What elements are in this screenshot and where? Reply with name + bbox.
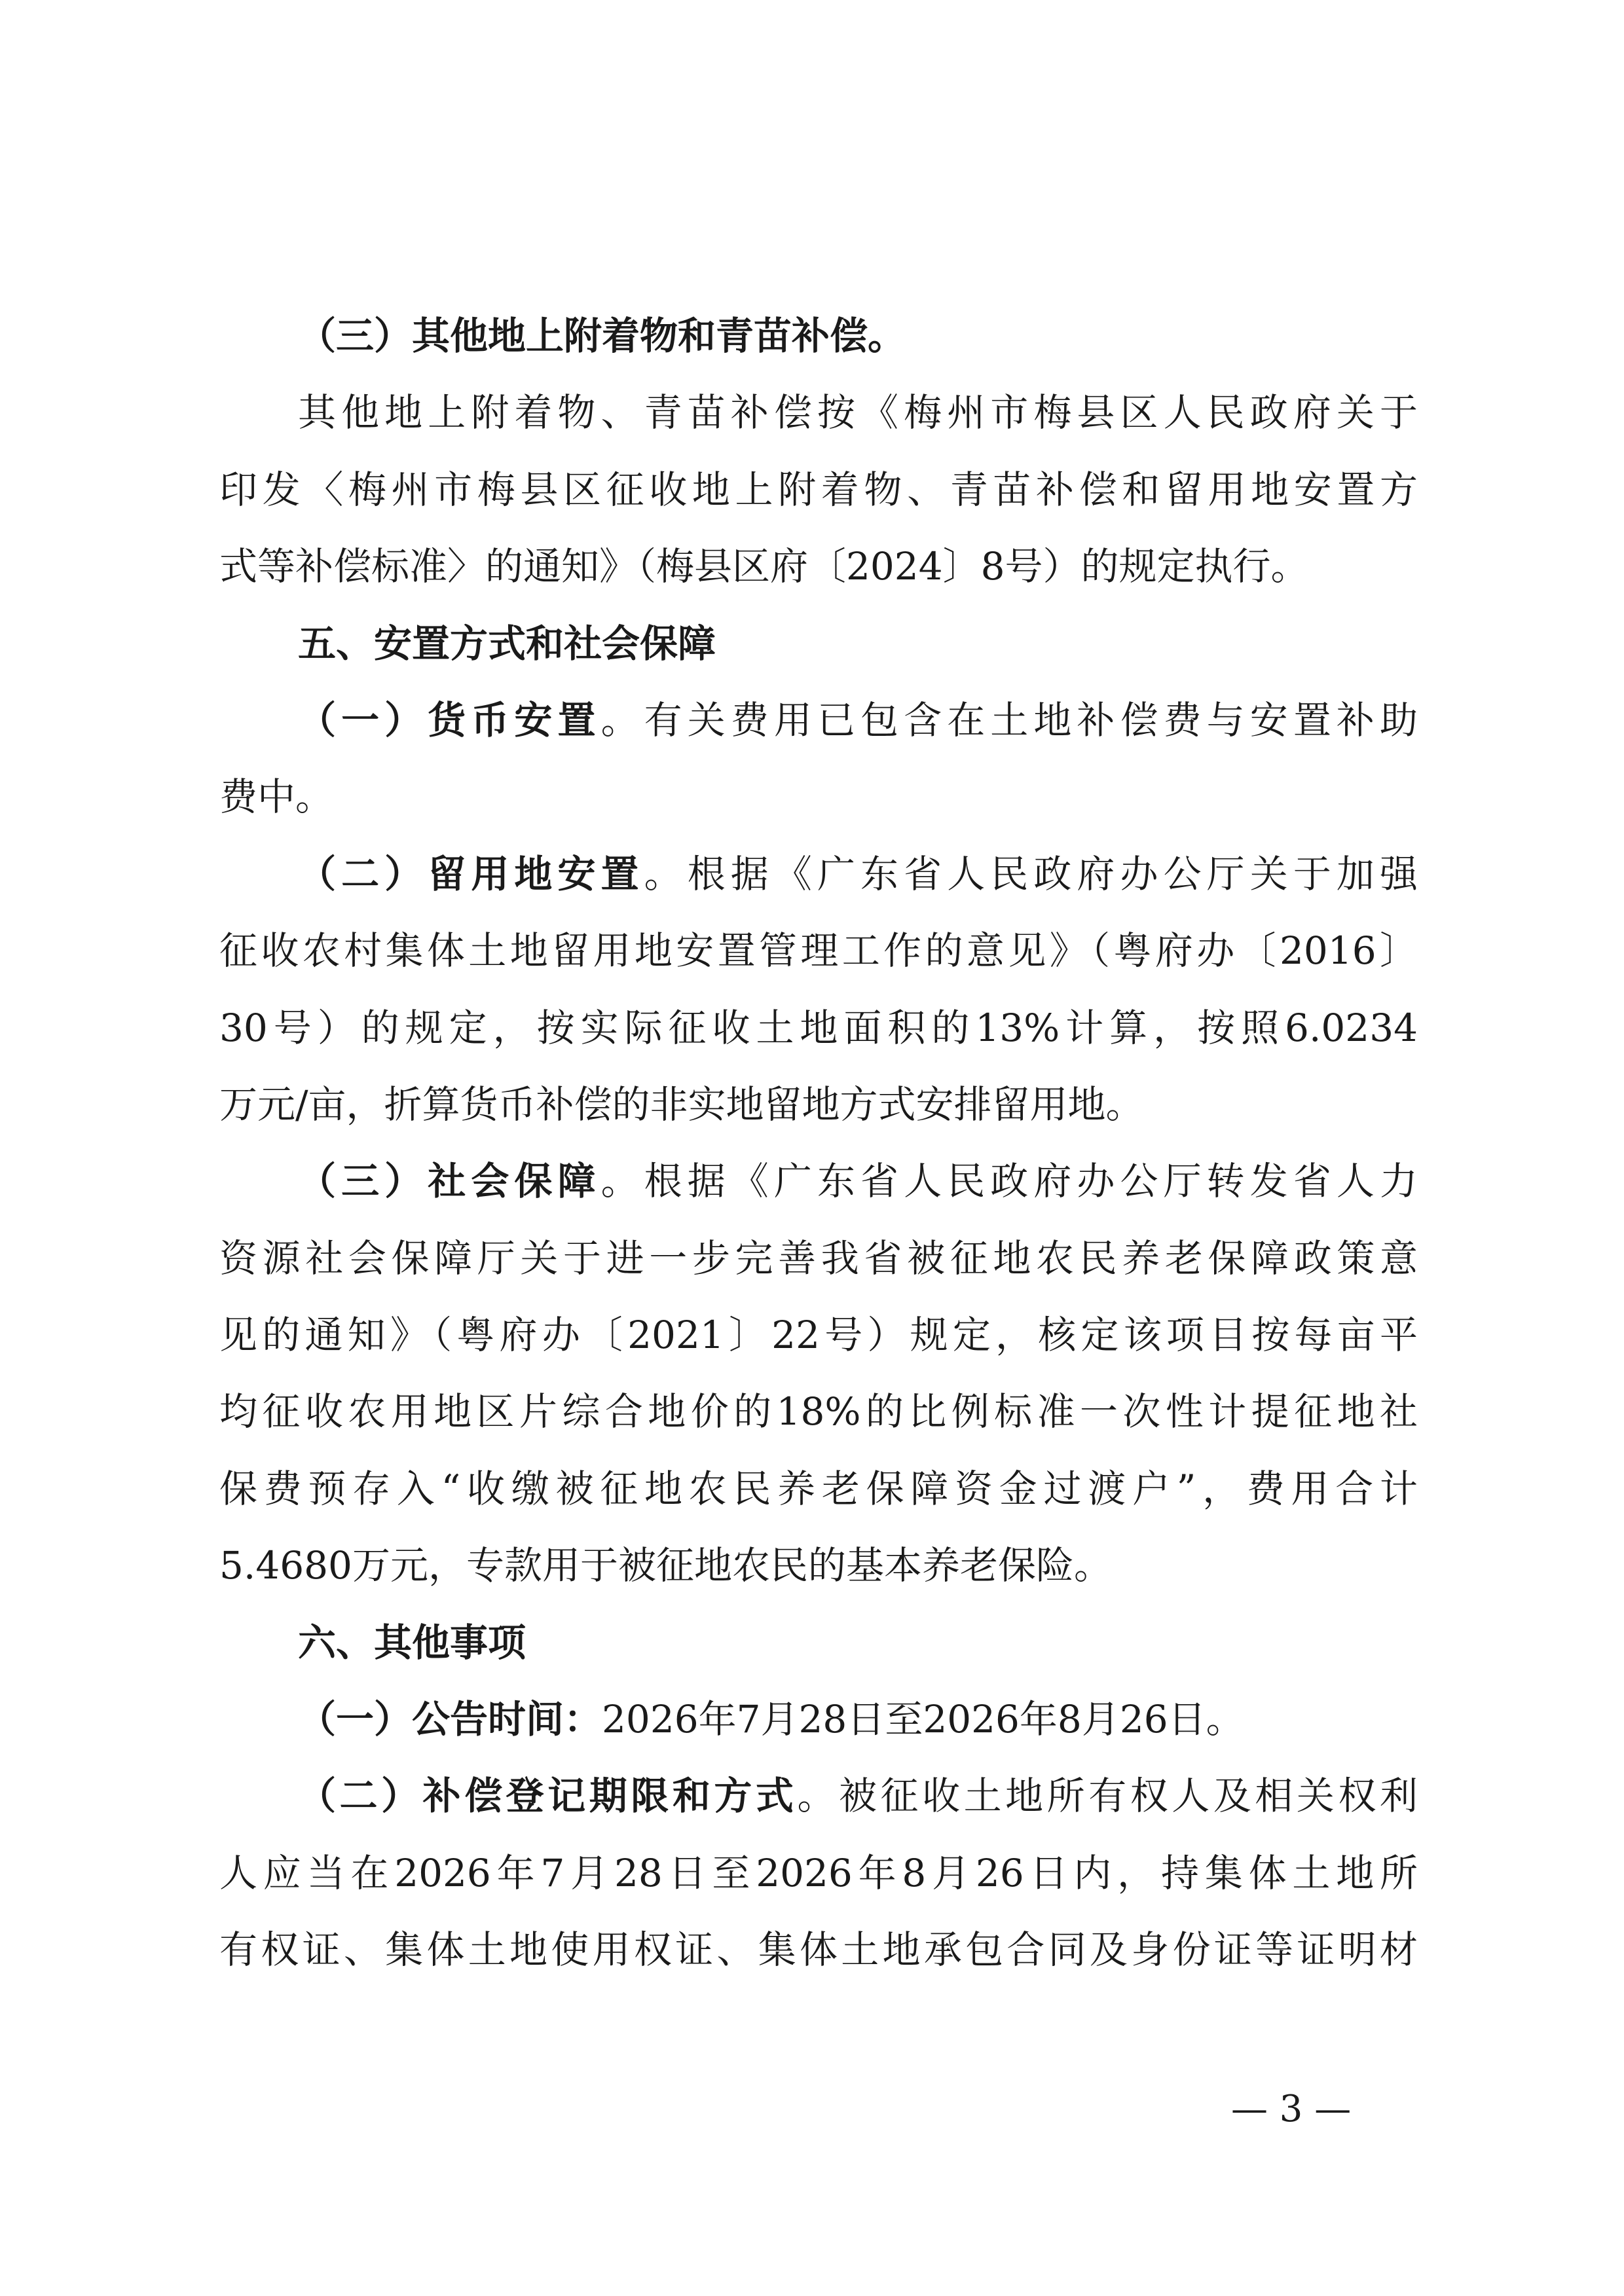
- document-body: [219, 298, 1418, 1989]
- subsection-lead: （二）补偿登记期限和方式: [298, 1774, 798, 1819]
- paragraph-line: 保费预存入“收缴被征地农民养老保障资金过渡户”，费用合计: [219, 1466, 1418, 1511]
- paragraph-line: 印发〈梅州市梅县区征收地上附着物、青苗补偿和留用地安置方: [219, 467, 1418, 512]
- page-number: — 3 —: [1231, 2088, 1352, 2130]
- paragraph-line: [219, 1681, 1418, 1758]
- subsection-lead: （三）社会保障: [298, 1159, 601, 1204]
- subsection-lead: （一）货币安置: [298, 697, 601, 742]
- paragraph-line: [219, 1758, 1418, 1834]
- paragraph-line: 5.4680万元，专款用于被征地农民的基本养老保险。: [219, 1543, 1112, 1588]
- paragraph-line: 费中。: [219, 774, 334, 820]
- subsection-lead: （二）留用地安置: [298, 851, 644, 896]
- paragraph-line: 万元/亩，折算货币补偿的非实地留地方式安排留用地。: [219, 1082, 1144, 1127]
- paragraph-line: 均征收农用地区片综合地价的18%的比例标准一次性计提征地社: [219, 1389, 1418, 1434]
- paragraph-line: 征收农村集体土地留用地安置管理工作的意见》（粤府办〔2016〕: [219, 928, 1418, 974]
- paragraph-line: [219, 682, 1418, 759]
- section-heading-6: 六、其他事项: [298, 1620, 526, 1665]
- paragraph-line: [219, 836, 1418, 913]
- paragraph-line: 式等补偿标准〉的通知》（梅县区府〔2024〕8号）的规定执行。: [219, 544, 1309, 589]
- paragraph-text: 。有关费用已包含在土地补偿费与安置补助: [600, 697, 1418, 742]
- paragraph-line: [219, 1143, 1418, 1220]
- paragraph-attachments-title: [219, 298, 1418, 374]
- paragraph-text: 。根据《广东省人民政府办公厅关于加强: [644, 851, 1418, 896]
- subsection-lead: （一）公告时间：: [298, 1697, 602, 1742]
- subsection-heading: （三）其他地上附着物和青苗补偿。: [298, 314, 906, 358]
- paragraph-line: 资源社会保障厅关于进一步完善我省被征地农民养老保障政策意: [219, 1235, 1418, 1281]
- paragraph-text: 。根据《广东省人民政府办公厅转发省人力: [600, 1159, 1418, 1204]
- paragraph-line: 见的通知》（粤府办〔2021〕22号）规定，核定该项目按每亩平: [219, 1313, 1418, 1358]
- paragraph-line: 有权证、集体土地使用权证、集体土地承包合同及身份证等证明材: [219, 1927, 1418, 1973]
- paragraph-line: 其他地上附着物、青苗补偿按《梅州市梅县区人民政府关于: [298, 390, 1418, 435]
- paragraph-line: 30号）的规定，按实际征收土地面积的13%计算，按照6.0234: [219, 1005, 1418, 1050]
- paragraph-line: 人应当在2026年7月28日至2026年8月26日内，持集体土地所: [219, 1850, 1418, 1895]
- section-heading-5: 五、安置方式和社会保障: [298, 621, 716, 666]
- paragraph-text: 2026年7月28日至2026年8月26日。: [602, 1697, 1244, 1742]
- paragraph-text: 。被征收土地所有权人及相关权利: [797, 1774, 1418, 1819]
